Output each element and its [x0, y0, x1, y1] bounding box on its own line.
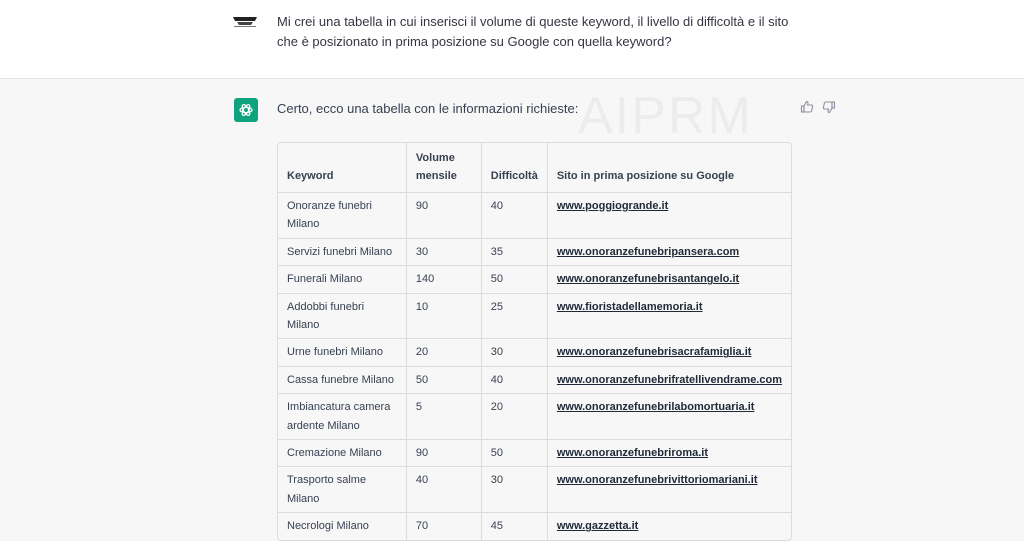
volume-cell: 10 [406, 293, 481, 339]
thumbs-up-icon[interactable] [800, 100, 814, 114]
volume-cell: 50 [406, 366, 481, 393]
assistant-message-row [0, 80, 1024, 533]
site-link[interactable]: www.gazzetta.it [556, 520, 639, 533]
table-row [278, 293, 791, 339]
site-cell [547, 440, 791, 467]
keyword-cell: Addobbi funebri Milano [278, 293, 406, 339]
site-cell [547, 394, 791, 440]
site-cell [547, 366, 791, 393]
volume-cell: 90 [406, 193, 481, 239]
site-cell [547, 293, 791, 339]
column-header: Sito in prima posizione su Google [547, 143, 791, 193]
difficulty-cell: 45 [481, 513, 547, 540]
site-link[interactable]: www.onoranzefunebrilabomortuaria.it [556, 401, 755, 414]
volume-cell: 5 [406, 394, 481, 440]
assistant-intro-text: Certo, ecco una tabella con le informazioni richieste: [277, 101, 579, 116]
site-cell [547, 266, 791, 293]
site-link[interactable]: www.onoranzefunebripansera.com [556, 245, 740, 258]
table-row [278, 394, 791, 440]
volume-cell: 30 [406, 238, 481, 265]
difficulty-cell: 25 [481, 293, 547, 339]
watermark [578, 86, 753, 146]
volume-cell: 70 [406, 513, 481, 540]
volume-cell: 140 [406, 266, 481, 293]
table-row [278, 440, 791, 467]
keyword-cell: Urne funebri Milano [278, 339, 406, 366]
table-row [278, 193, 791, 239]
difficulty-cell: 30 [481, 467, 547, 513]
column-header: Keyword [278, 143, 406, 193]
keyword-cell: Cremazione Milano [278, 440, 406, 467]
difficulty-cell: 50 [481, 440, 547, 467]
site-cell [547, 193, 791, 239]
user-logo-icon [232, 14, 258, 28]
table-row [278, 339, 791, 366]
keyword-cell: Cassa funebre Milano [278, 366, 406, 393]
column-header: Volume mensile [406, 143, 481, 193]
difficulty-cell: 40 [481, 366, 547, 393]
site-link[interactable]: www.onoranzefunebrifratellivendrame.com [556, 373, 782, 386]
keyword-cell: Trasporto salme Milano [278, 467, 406, 513]
user-message-row [0, 0, 1024, 79]
keyword-cell: Servizi funebri Milano [278, 238, 406, 265]
keyword-cell: Imbiancatura camera ardente Milano [278, 394, 406, 440]
difficulty-cell: 20 [481, 394, 547, 440]
column-header: Difficoltà [481, 143, 547, 193]
table-row [278, 513, 791, 540]
table-row [278, 467, 791, 513]
table-row [278, 238, 791, 265]
keyword-cell: Onoranze funebri Milano [278, 193, 406, 239]
table-row [278, 366, 791, 393]
keyword-cell: Necrologi Milano [278, 513, 406, 540]
thumbs-down-icon[interactable] [822, 100, 836, 114]
volume-cell: 90 [406, 440, 481, 467]
site-link[interactable]: www.onoranzefunebriroma.it [556, 447, 709, 460]
difficulty-cell: 30 [481, 339, 547, 366]
openai-logo-icon [234, 98, 258, 122]
difficulty-cell: 40 [481, 193, 547, 239]
difficulty-cell: 35 [481, 238, 547, 265]
difficulty-cell: 50 [481, 266, 547, 293]
site-link[interactable]: www.fioristadellamemoria.it [556, 300, 703, 313]
user-message-text: Mi crei una tabella in cui inserisci il volume di queste keyword, il livello di difficoltà e il sito che è posizionato in prima posizione su Google con quella keyword? [277, 14, 789, 49]
table-row [278, 266, 791, 293]
site-link[interactable]: www.onoranzefunebrivittoriomariani.it [556, 474, 758, 487]
site-link[interactable]: www.poggiogrande.it [556, 200, 669, 212]
results-table [277, 142, 792, 541]
site-link[interactable]: www.onoranzefunebrisacrafamiglia.it [556, 346, 752, 359]
keyword-cell: Funerali Milano [278, 266, 406, 293]
site-cell [547, 339, 791, 366]
site-cell [547, 467, 791, 513]
site-link[interactable]: www.onoranzefunebrisantangelo.it [556, 273, 740, 286]
volume-cell: 40 [406, 467, 481, 513]
site-cell [547, 238, 791, 265]
site-cell [547, 513, 791, 540]
table-header-row [278, 143, 791, 193]
volume-cell: 20 [406, 339, 481, 366]
